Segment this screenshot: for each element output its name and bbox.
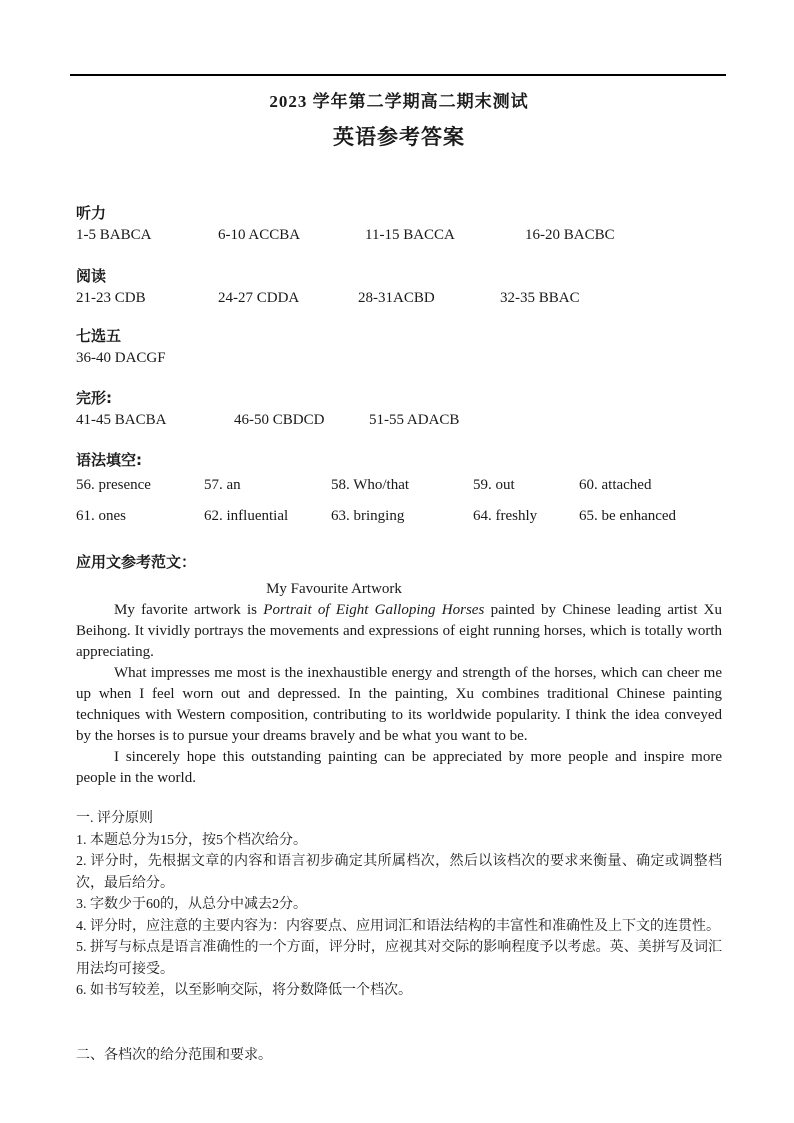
scoring-item-4: 4. 评分时，应注意的主要内容为：内容要点、应用词汇和语法结构的丰富性和准确性及上下文的连贯性。 <box>76 918 720 934</box>
answer-item: 58. Who/that <box>331 477 410 493</box>
seven-choose-five-heading: 七选五 <box>76 327 122 345</box>
cloze-answers <box>76 409 722 431</box>
answer-group: 28-31ACBD <box>358 290 435 306</box>
grammar-row-1 <box>76 474 722 496</box>
seven-choose-five-answers <box>76 347 722 369</box>
essay-p1-artwork-title: Portrait of Eight Galloping Horses <box>263 602 485 618</box>
answer-group: 16-20 BACBC <box>525 227 615 243</box>
essay-paragraph-3: I sincerely hope this outstanding painting can be appreciated by more people and inspire more people in the world. <box>76 749 722 786</box>
answer-item: 60. attached <box>579 477 652 493</box>
answer-group: 24-27 CDDA <box>218 290 300 306</box>
essay-title: My Favourite Artwork <box>266 581 402 597</box>
header-rule <box>70 74 726 76</box>
answer-group: 46-50 CBDCD <box>234 412 325 428</box>
answer-item: 64. freshly <box>473 508 538 524</box>
scoring-heading: 一. 评分原则 <box>76 811 153 826</box>
listening-heading: 听力 <box>76 204 107 222</box>
essay-paragraph-2: What impresses me most is the inexhaustible energy and strength of the horses, which can cheer me up when I feel worn out and depressed. In the painting, Xu combines traditional Chinese painting techniques with Western composition, contributing to its worldwide popularity. I think the idea conveyed by the horses is to pursue your dreams bravely and be what you want to be. <box>76 665 722 744</box>
answer-group: 36-40 DACGF <box>76 350 166 366</box>
scoring-section <box>76 808 722 1066</box>
answer-item: 57. an <box>204 477 241 493</box>
exam-title: 2023 学年第二学期高二期末测试 <box>269 92 529 111</box>
scoring-item-5: 5. 拼写与标点是语言准确性的一个方面，评分时，应视其对交际的影响程度予以考虑。英、美拼写及词汇用法均可接受。 <box>76 940 722 977</box>
page-content <box>0 74 794 1066</box>
scoring-item-1: 1. 本题总分为15分，按5个档次给分。 <box>76 832 307 848</box>
answer-group: 1-5 BABCA <box>76 227 152 243</box>
scoring-footer: 二、各档次的给分范围和要求。 <box>76 1047 272 1063</box>
scoring-item-3: 3. 字数少于60的，从总分中减去2分。 <box>76 897 307 912</box>
answer-item: 61. ones <box>76 508 126 524</box>
answer-group: 51-55 ADACB <box>369 412 460 428</box>
reading-answers <box>76 287 722 309</box>
essay-p1-before: My favorite artwork is <box>114 602 264 618</box>
answer-group: 6-10 ACCBA <box>218 227 301 243</box>
answer-group: 32-35 BBAC <box>500 290 580 306</box>
answer-item: 59. out <box>473 477 515 493</box>
grammar-row-2 <box>76 505 722 527</box>
answer-group: 21-23 CDB <box>76 290 146 306</box>
answer-item: 62. influential <box>204 508 289 524</box>
answer-item: 63. bringing <box>331 508 405 524</box>
answer-group: 11-15 BACCA <box>365 227 455 243</box>
grammar-heading: 语法填空: <box>76 451 142 469</box>
essay-paragraph-1 <box>76 600 722 663</box>
doc-title: 英语参考答案 <box>333 125 465 149</box>
listening-answers <box>76 224 722 246</box>
essay-heading: 应用文参考范文： <box>76 553 197 571</box>
essay-section <box>76 551 722 789</box>
answer-item: 65. be enhanced <box>579 508 677 524</box>
scoring-item-2: 2. 评分时，先根据文章的内容和语言初步确定其所属档次，然后以该档次的要求来衡量、确定或调整档次，最后给分。 <box>76 854 722 891</box>
reading-heading: 阅读 <box>76 267 107 285</box>
scoring-item-6: 6. 如书写较差，以至影响交际，将分数降低一个档次。 <box>76 983 412 998</box>
essay-p1-after: painted by Chinese leading artist Xu Beihong. It vividly portrays the movements and expressions of eight running horses, which is totally worth appreciating. <box>76 602 723 660</box>
answer-item: 56. presence <box>76 477 151 493</box>
cloze-heading: 完形: <box>76 389 112 407</box>
answer-group: 41-45 BACBA <box>76 412 167 428</box>
